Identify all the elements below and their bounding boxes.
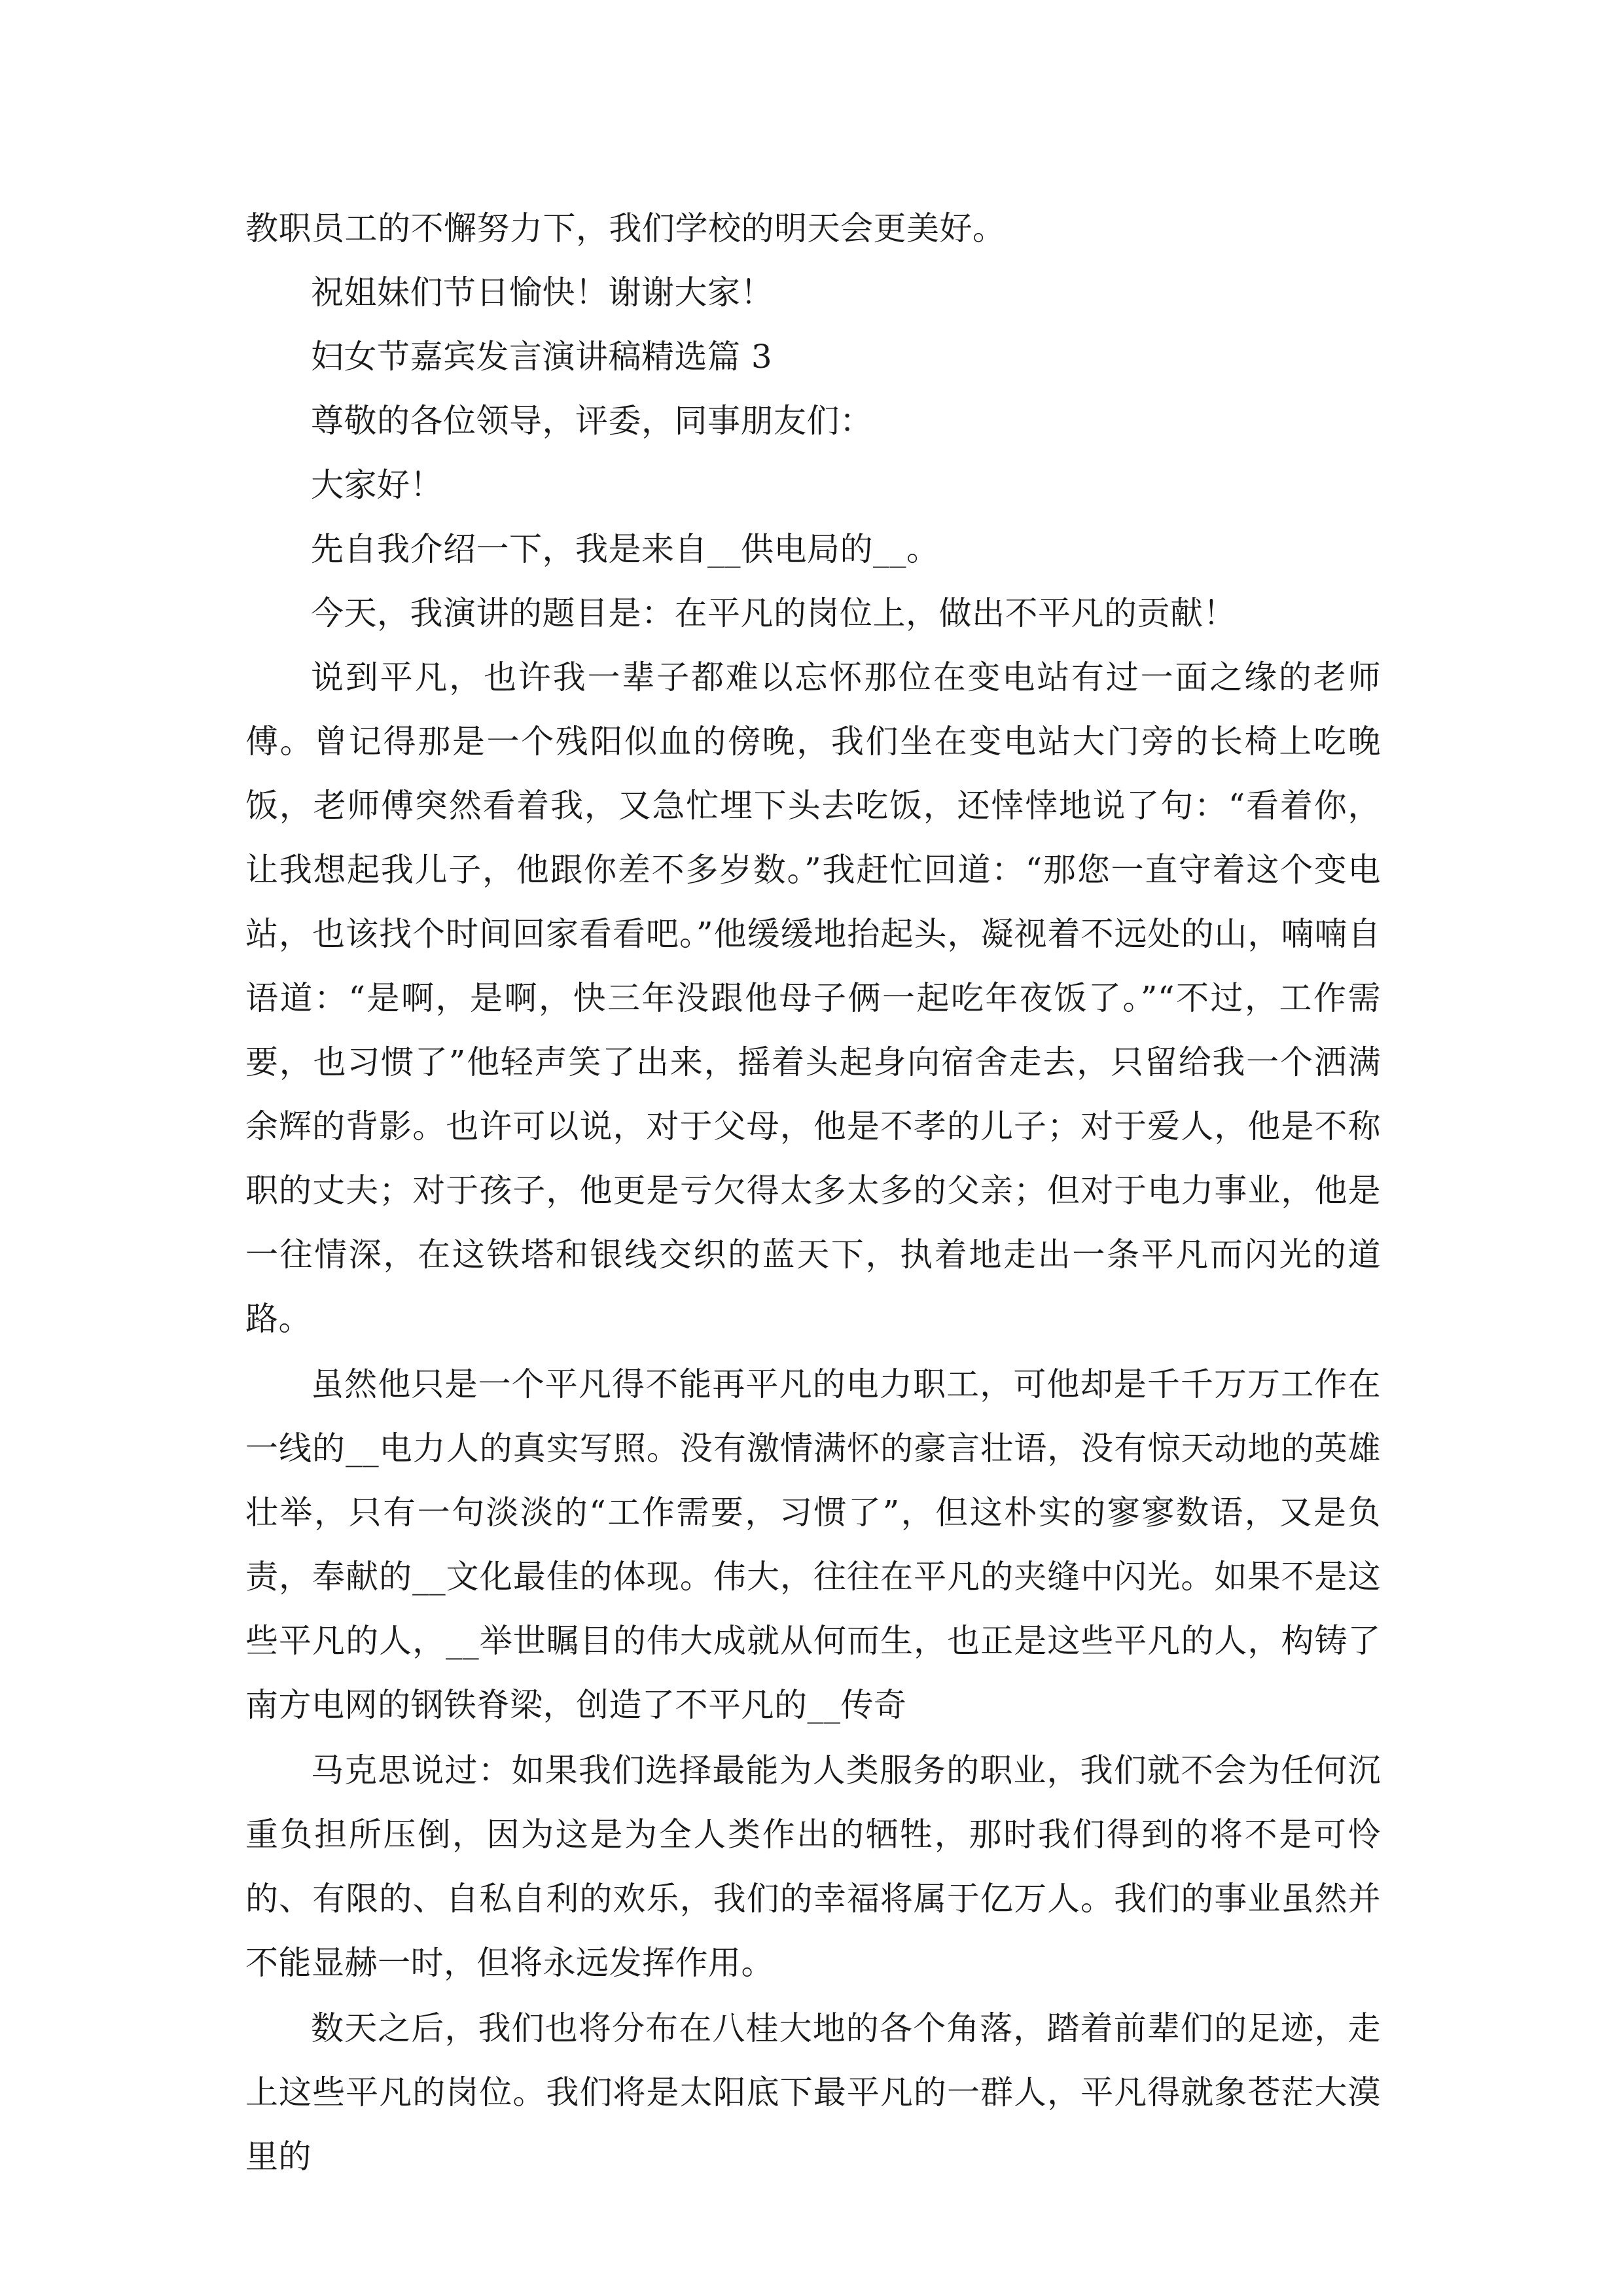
greeting: 大家好！ [311, 466, 443, 504]
document-page [245, 196, 1381, 2189]
paragraph: 说到平凡，也许我一辈子都难以忘怀那位在变电站有过一面之缘的老师傅。曾记得那是一个残阳似血的傍晚，我们坐在变电站大门旁的长椅上吃晚饭，老师傅突然看着我，又急忙埋下头去吃饭，还悻悻地说了句：“看着你，让我想起我儿子，他跟你差不多岁数。”我赶忙回道：“那您一直守着这个变电站，也该找个时间回家看看吧。”他缓缓地抬起头，凝视着不远处的山，喃喃自语道：“是啊，是啊，快三年没跟他母子俩一起吃年夜饭了。”“不过，工作需要，也习惯了”他轻声笑了出来，摇着头起身向宿舍走去，只留给我一个洒满余辉的背影。也许可以说，对于父母，他是不孝的儿子；对于爱人，他是不称职的丈夫；对于孩子，他更是亏欠得太多太多的父亲；但对于电力事业，他是一往情深，在这铁塔和银线交织的蓝天下，执着地走出一条平凡而闪光的道路。 [245, 658, 1381, 1338]
paragraph: 教职员工的不懈努力下，我们学校的明天会更美好。 [245, 209, 1006, 247]
paragraph: 数天之后，我们也将分布在八桂大地的各个角落，踏着前辈们的足迹，走上这些平凡的岗位。我们将是太阳底下最平凡的一群人，平凡得就象苍茫大漠里的 [245, 2009, 1381, 2176]
paragraph: 先自我介绍一下，我是来自__供电局的__。 [311, 530, 940, 568]
paragraph: 虽然他只是一个平凡得不能再平凡的电力职工，可他却是千千万万工作在一线的__电力人的真实写照。没有激情满怀的豪言壮语，没有惊天动地的英雄壮举，只有一句淡淡的“工作需要，习惯了”，但这朴实的寥寥数语，又是负责，奉献的__文化最佳的体现。伟大，往往在平凡的夹缝中闪光。如果不是这些平凡的人，__举世瞩目的伟大成就从何而生，也正是这些平凡的人，构铸了南方电网的钢铁脊梁，创造了不平凡的__传奇 [245, 1365, 1381, 1724]
paragraph: 祝姐妹们节日愉快！谢谢大家！ [311, 274, 774, 312]
salutation: 尊敬的各位领导，评委，同事朋友们： [311, 402, 873, 440]
paragraph: 马克思说过：如果我们选择最能为人类服务的职业，我们就不会为任何沉重负担所压倒，因为这是为全人类作出的牺牲，那时我们得到的将不是可怜的、有限的、自私自利的欢乐，我们的幸福将属于亿万人。我们的事业虽然并不能显赫一时，但将永远发挥作用。 [245, 1751, 1381, 1982]
section-heading: 妇女节嘉宾发言演讲稿精选篇 3 [311, 338, 773, 376]
paragraph: 今天，我演讲的题目是：在平凡的岗位上，做出不平凡的贡献！ [311, 594, 1236, 632]
